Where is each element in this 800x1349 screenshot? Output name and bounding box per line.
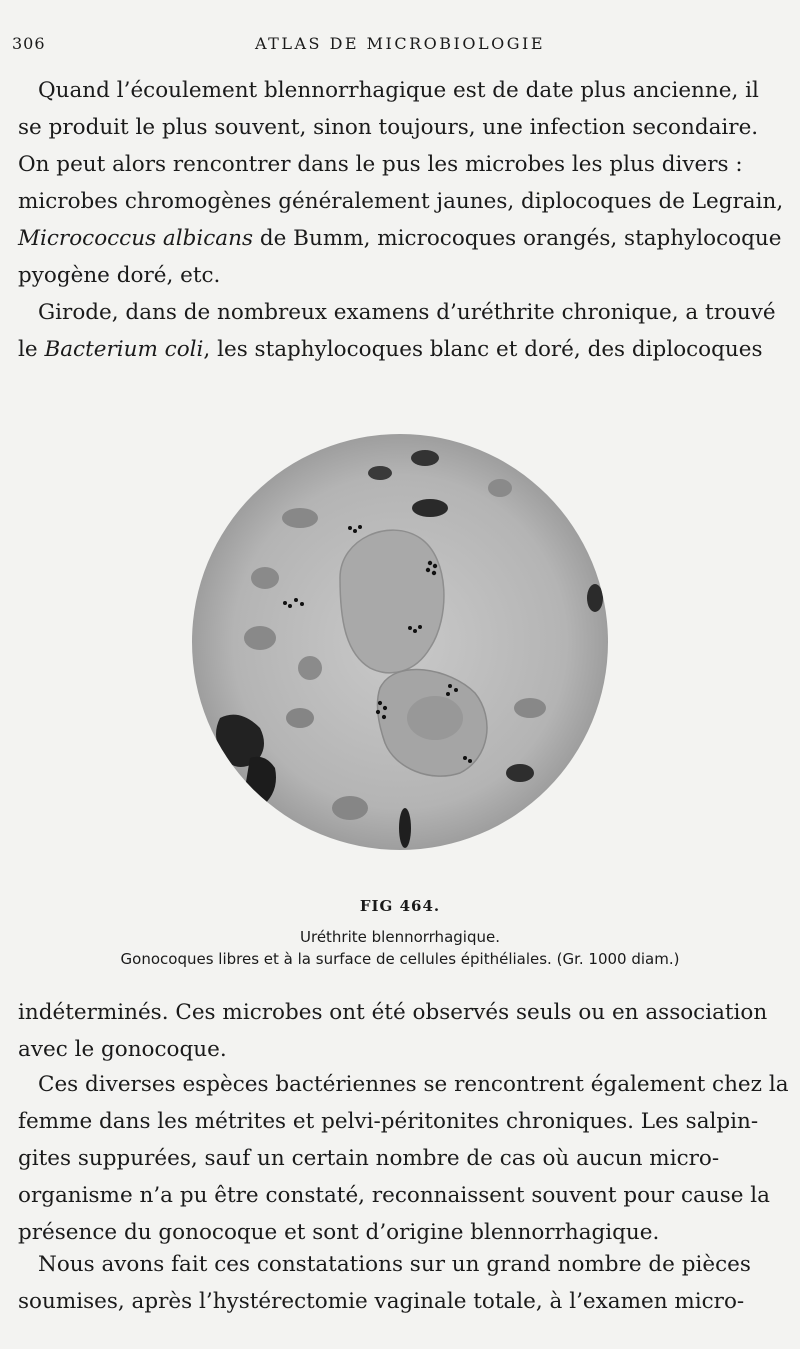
dark-cell <box>368 466 392 480</box>
cell-nucleus <box>407 696 463 740</box>
running-title: ATLAS DE MICROBIOLOGIE <box>255 34 545 53</box>
text-line: pyogène doré, etc. <box>18 263 221 288</box>
figure-title: Uréthrite blennorrhagique. <box>300 928 500 946</box>
dark-cell <box>411 450 439 466</box>
paragraph-3 <box>18 994 788 1068</box>
dark-cell <box>399 808 411 848</box>
dark-cell <box>587 584 603 612</box>
paragraph-4 <box>18 1066 788 1251</box>
leucocyte <box>251 567 279 589</box>
text-line: On peut alors rencontrer dans le pus les microbes les plus divers : <box>18 152 743 177</box>
text-line: gites suppurées, sauf un certain nombre de cas où aucun micro- <box>18 1146 720 1171</box>
text-line: soumises, après l’hystérectomie vaginale totale, à l’examen micro- <box>18 1289 745 1314</box>
text-line: Nous avons fait ces constatations sur un grand nombre de pièces <box>38 1252 751 1277</box>
species-name: Micrococcus albicans <box>18 226 254 251</box>
micrograph-figure <box>190 428 610 856</box>
leucocyte <box>286 708 314 728</box>
leucocyte <box>244 626 276 650</box>
paragraph-5 <box>18 1246 788 1320</box>
text-span: de Bumm, microcoques orangés, staphylocoque <box>253 226 782 251</box>
paragraph-1 <box>18 72 788 294</box>
species-name: Bacterium coli <box>44 337 204 362</box>
paragraph-2 <box>18 294 788 368</box>
dark-cell <box>506 764 534 782</box>
text-line: femme dans les métrites et pelvi-péritonites chroniques. Les salpin- <box>18 1109 759 1134</box>
text-line: Quand l’écoulement blennorrhagique est de date plus ancienne, il <box>38 78 759 103</box>
leucocyte <box>282 508 318 528</box>
text-line: se produit le plus souvent, sinon toujours, une infection secondaire. <box>18 115 759 140</box>
figure-label: FIG 464. <box>359 897 441 915</box>
text-span: , les staphylocoques blanc et doré, des diplocoques <box>203 337 763 362</box>
text-line: avec le gonocoque. <box>18 1037 227 1062</box>
epithelial-cell <box>340 530 444 673</box>
figure-caption: Gonocoques libres et à la surface de cellules épithéliales. (Gr. 1000 diam.) <box>120 950 680 968</box>
dark-cell <box>412 499 448 517</box>
text-line <box>18 331 788 368</box>
text-span: le <box>18 337 45 362</box>
text-line: indéterminés. Ces microbes ont été observés seuls ou en association <box>18 1000 768 1025</box>
leucocyte <box>488 479 512 497</box>
text-line: Ces diverses espèces bactériennes se rencontrent également chez la <box>38 1072 789 1097</box>
leucocyte <box>514 698 546 718</box>
text-line <box>18 220 788 257</box>
page-number: 306 <box>12 34 46 53</box>
page-header <box>0 30 800 56</box>
text-line: présence du gonocoque et sont d’origine blennorrhagique. <box>18 1220 660 1245</box>
leucocyte <box>298 656 322 680</box>
micrograph-image <box>190 428 610 856</box>
text-line: Girode, dans de nombreux examens d’uréthrite chronique, a trouvé <box>38 300 776 325</box>
leucocyte <box>332 796 368 820</box>
text-line: organisme n’a pu être constaté, reconnaissent souvent pour cause la <box>18 1183 770 1208</box>
text-line: microbes chromogènes généralement jaunes, diplocoques de Legrain, <box>18 189 784 214</box>
